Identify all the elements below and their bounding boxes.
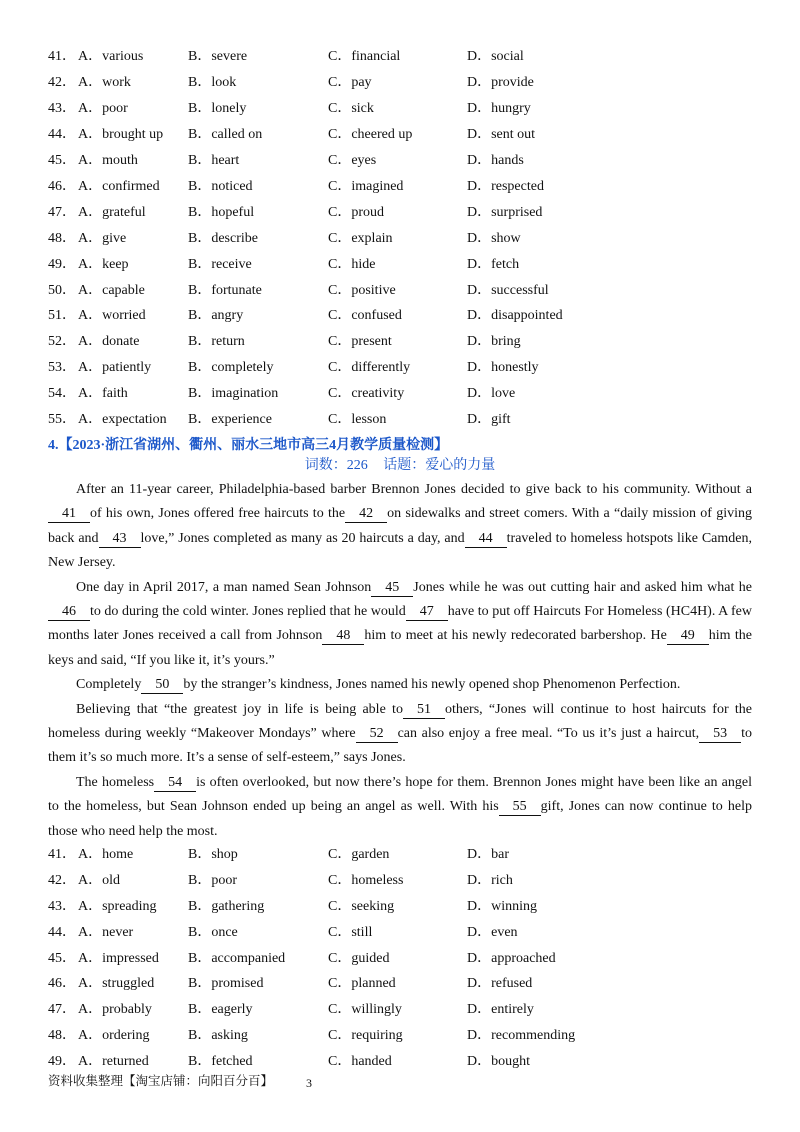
option-c: C．still <box>328 925 373 940</box>
option-row <box>48 410 768 430</box>
option-row <box>48 229 768 249</box>
option-a: A．worried <box>78 308 146 323</box>
option-d: D．sent out <box>467 127 536 142</box>
option-b: B．promised <box>188 976 264 991</box>
answer-blank: 44 <box>465 530 507 548</box>
option-b: B．return <box>188 334 245 349</box>
option-c: C．imagined <box>328 179 404 194</box>
option-c: C．differently <box>328 360 411 375</box>
option-d: D．bought <box>467 1054 530 1069</box>
answer-blank: 54 <box>154 774 196 792</box>
question-number: 47． <box>48 1002 76 1017</box>
passage-text: Believing that “the greatest joy in life is being able to <box>76 701 403 717</box>
question-number: 44． <box>48 127 76 142</box>
option-a: A．keep <box>78 257 129 272</box>
answer-blank: 49 <box>667 627 709 645</box>
option-b: B．noticed <box>188 179 253 194</box>
option-d: D．bar <box>467 847 509 862</box>
passage-text: have to put off Haircuts For Homeless (HC4H). A few months later Jones received a call from Johnson <box>48 604 752 644</box>
passage-text: love,” Jones completed as many as 20 haircuts a day, and <box>140 530 465 546</box>
option-d: D．disappointed <box>467 308 563 323</box>
option-a: A．work <box>78 75 131 90</box>
option-c: C．explain <box>328 231 393 246</box>
passage-text: traveled to homeless hotspots like Camden, New Jersey. <box>48 530 752 571</box>
question-number: 45． <box>48 153 76 168</box>
question-number: 45． <box>48 951 76 966</box>
option-row <box>48 358 768 378</box>
option-b: B．called on <box>188 127 263 142</box>
option-b: B．angry <box>188 308 244 323</box>
option-a: A．old <box>78 873 120 888</box>
option-d: D．winning <box>467 899 537 914</box>
option-a: A．never <box>78 925 134 940</box>
option-a: A．confirmed <box>78 179 160 194</box>
passage-text: is often overlooked, but now there’s hope for them. Brennon Jones might have been like an angel to the homeless, but Sean Johnson ended up being an angel as well. With his <box>48 774 752 815</box>
option-row <box>48 151 768 171</box>
option-b: B．poor <box>188 873 237 888</box>
option-row <box>48 871 768 891</box>
paragraph <box>48 771 752 844</box>
option-a: A．spreading <box>78 899 157 914</box>
passage-text: One day in April 2017, a man named Sean Johnson <box>76 579 372 595</box>
answer-blank: 55 <box>499 798 541 816</box>
option-c: C．eyes <box>328 153 377 168</box>
option-b: B．severe <box>188 49 248 64</box>
option-a: A．grateful <box>78 205 146 220</box>
option-d: D．show <box>467 231 521 246</box>
option-a: A．mouth <box>78 153 138 168</box>
option-c: C．financial <box>328 49 401 64</box>
question-number: 41． <box>48 49 76 64</box>
option-b: B．imagination <box>188 386 279 401</box>
option-d: D．surprised <box>467 205 543 220</box>
option-row <box>48 177 768 197</box>
option-d: D．hungry <box>467 101 531 116</box>
paragraph <box>48 478 752 576</box>
option-c: C．hide <box>328 257 376 272</box>
option-b: B．shop <box>188 847 238 862</box>
option-row <box>48 281 768 301</box>
question-number: 44． <box>48 925 76 940</box>
option-c: C．lesson <box>328 412 387 427</box>
option-row <box>48 1052 768 1072</box>
passage-text: by the stranger’s kindness, Jones named his newly opened shop Phenomenon Perfection. <box>183 677 681 693</box>
question-number: 54． <box>48 386 76 401</box>
option-row <box>48 1000 768 1020</box>
option-row <box>48 255 768 275</box>
passage-text: can also enjoy a free meal. “To us it’s just a haircut, <box>397 726 700 742</box>
section-meta <box>0 454 800 474</box>
question-number: 42． <box>48 873 76 888</box>
option-a: A．expectation <box>78 412 167 427</box>
option-c: C．positive <box>328 283 396 298</box>
answer-blank: 47 <box>406 603 448 621</box>
section-heading: 4.【2023·浙江省湖州、衢州、丽水三地市高三4月教学质量检测】 <box>48 438 449 453</box>
option-d: D．respected <box>467 179 544 194</box>
option-b: B．eagerly <box>188 1002 253 1017</box>
option-b: B．heart <box>188 153 240 168</box>
option-a: A．give <box>78 231 127 246</box>
footer-source-note: 资料收集整理【淘宝店铺：向阳百分百】 <box>48 1073 274 1088</box>
option-row <box>48 47 768 67</box>
question-number: 50． <box>48 283 76 298</box>
option-d: D．entirely <box>467 1002 534 1017</box>
word-count: 词数：226 <box>304 458 368 473</box>
option-row <box>48 203 768 223</box>
question-number: 49． <box>48 257 76 272</box>
option-c: C．guided <box>328 951 390 966</box>
question-number: 46． <box>48 179 76 194</box>
option-a: A．various <box>78 49 144 64</box>
question-number: 52． <box>48 334 76 349</box>
option-a: A．home <box>78 847 134 862</box>
option-row <box>48 99 768 119</box>
passage-text: others, “Jones will continue to host haircuts for the homeless during weekly “Makeover Mondays” where <box>48 701 752 742</box>
option-c: C．pay <box>328 75 372 90</box>
option-b: B．receive <box>188 257 252 272</box>
option-a: A．capable <box>78 283 145 298</box>
topic-label: 话题：爱心的力量 <box>383 458 496 473</box>
option-c: C．willingly <box>328 1002 402 1017</box>
paragraph <box>48 698 752 771</box>
option-c: C．garden <box>328 847 390 862</box>
question-number: 43． <box>48 899 76 914</box>
question-number: 48． <box>48 1028 76 1043</box>
option-b: B．completely <box>188 360 274 375</box>
answer-blank: 50 <box>141 676 183 694</box>
paragraph <box>48 673 752 697</box>
option-d: D．provide <box>467 75 534 90</box>
page-number: 3 <box>306 1076 312 1090</box>
passage-text: on sidewalks and street comers. With a “daily mission of giving back and <box>48 506 752 546</box>
option-b: B．accompanied <box>188 951 286 966</box>
option-a: A．returned <box>78 1054 149 1069</box>
passage-text: him the keys and said, “If you like it, it’s yours.” <box>48 628 752 668</box>
passage-text: to them it’s so much more. It’s a sense of self-esteem,” says Jones. <box>48 726 752 766</box>
option-a: A．struggled <box>78 976 155 991</box>
option-d: D．approached <box>467 951 556 966</box>
question-number: 53． <box>48 360 76 375</box>
option-c: C．homeless <box>328 873 404 888</box>
option-d: D．successful <box>467 283 549 298</box>
passage-text: to do during the cold winter. Jones replied that he would <box>90 604 406 620</box>
option-c: C．present <box>328 334 392 349</box>
option-row <box>48 73 768 93</box>
option-d: D．even <box>467 925 518 940</box>
passage-text: Jones while he was out cutting hair and asked him what he <box>413 579 752 595</box>
option-d: D．bring <box>467 334 521 349</box>
option-row <box>48 974 768 994</box>
option-d: D．gift <box>467 412 511 427</box>
option-row <box>48 306 768 326</box>
option-a: A．donate <box>78 334 140 349</box>
passage-text: gift, Jones can now continue to help those who need help the most. <box>48 799 752 839</box>
option-a: A．faith <box>78 386 128 401</box>
option-a: A．brought up <box>78 127 164 142</box>
option-a: A．patiently <box>78 360 152 375</box>
option-b: B．gathering <box>188 899 265 914</box>
option-d: D．recommending <box>467 1028 576 1043</box>
answer-blank: 45 <box>371 579 413 597</box>
option-d: D．love <box>467 386 516 401</box>
answer-blank: 48 <box>322 627 364 645</box>
option-row <box>48 897 768 917</box>
option-b: B．look <box>188 75 237 90</box>
option-c: C．handed <box>328 1054 392 1069</box>
passage-text: After an 11-year career, Philadelphia-based barber Brennon Jones decided to give back to his community. Without a <box>76 482 752 497</box>
option-a: A．probably <box>78 1002 152 1017</box>
question-number: 47． <box>48 205 76 220</box>
passage-text: of his own, Jones offered free haircuts to the <box>90 506 346 522</box>
option-b: B．fortunate <box>188 283 262 298</box>
option-b: B．lonely <box>188 101 247 116</box>
option-c: C．sick <box>328 101 374 116</box>
option-row <box>48 125 768 145</box>
option-c: C．proud <box>328 205 384 220</box>
answer-blank: 51 <box>403 701 445 719</box>
option-row <box>48 845 768 865</box>
passage-text: Completely <box>76 677 142 693</box>
option-c: C．requiring <box>328 1028 403 1043</box>
option-row <box>48 1026 768 1046</box>
question-number: 43． <box>48 101 76 116</box>
option-d: D．hands <box>467 153 524 168</box>
option-a: A．impressed <box>78 951 159 966</box>
answer-blank: 53 <box>699 725 741 743</box>
option-c: C．creativity <box>328 386 405 401</box>
option-b: B．describe <box>188 231 258 246</box>
option-a: A．ordering <box>78 1028 150 1043</box>
option-c: C．seeking <box>328 899 395 914</box>
option-row <box>48 923 768 943</box>
passage-text: him to meet at his newly redecorated barbershop. He <box>364 628 667 644</box>
answer-blank: 43 <box>99 530 141 548</box>
option-d: D．refused <box>467 976 533 991</box>
option-b: B．hopeful <box>188 205 255 220</box>
option-d: D．honestly <box>467 360 539 375</box>
option-b: B．experience <box>188 412 272 427</box>
option-a: A．poor <box>78 101 128 116</box>
question-number: 49． <box>48 1054 76 1069</box>
option-row <box>48 332 768 352</box>
option-b: B．fetched <box>188 1054 253 1069</box>
option-c: C．planned <box>328 976 396 991</box>
paragraph <box>48 576 752 674</box>
answer-blank: 42 <box>345 505 387 523</box>
question-number: 42． <box>48 75 76 90</box>
passage-text: The homeless <box>76 774 155 790</box>
option-d: D．rich <box>467 873 513 888</box>
option-row <box>48 949 768 969</box>
option-d: D．social <box>467 49 524 64</box>
answer-blank: 41 <box>48 505 90 523</box>
question-number: 46． <box>48 976 76 991</box>
question-number: 41． <box>48 847 76 862</box>
option-c: C．cheered up <box>328 127 413 142</box>
option-c: C．confused <box>328 308 402 323</box>
answer-blank: 52 <box>356 725 398 743</box>
question-number: 51． <box>48 308 76 323</box>
cloze-passage <box>48 478 752 844</box>
option-row <box>48 384 768 404</box>
answer-blank: 46 <box>48 603 90 621</box>
option-b: B．asking <box>188 1028 248 1043</box>
question-number: 48． <box>48 231 76 246</box>
option-d: D．fetch <box>467 257 520 272</box>
question-number: 55． <box>48 412 76 427</box>
option-b: B．once <box>188 925 238 940</box>
